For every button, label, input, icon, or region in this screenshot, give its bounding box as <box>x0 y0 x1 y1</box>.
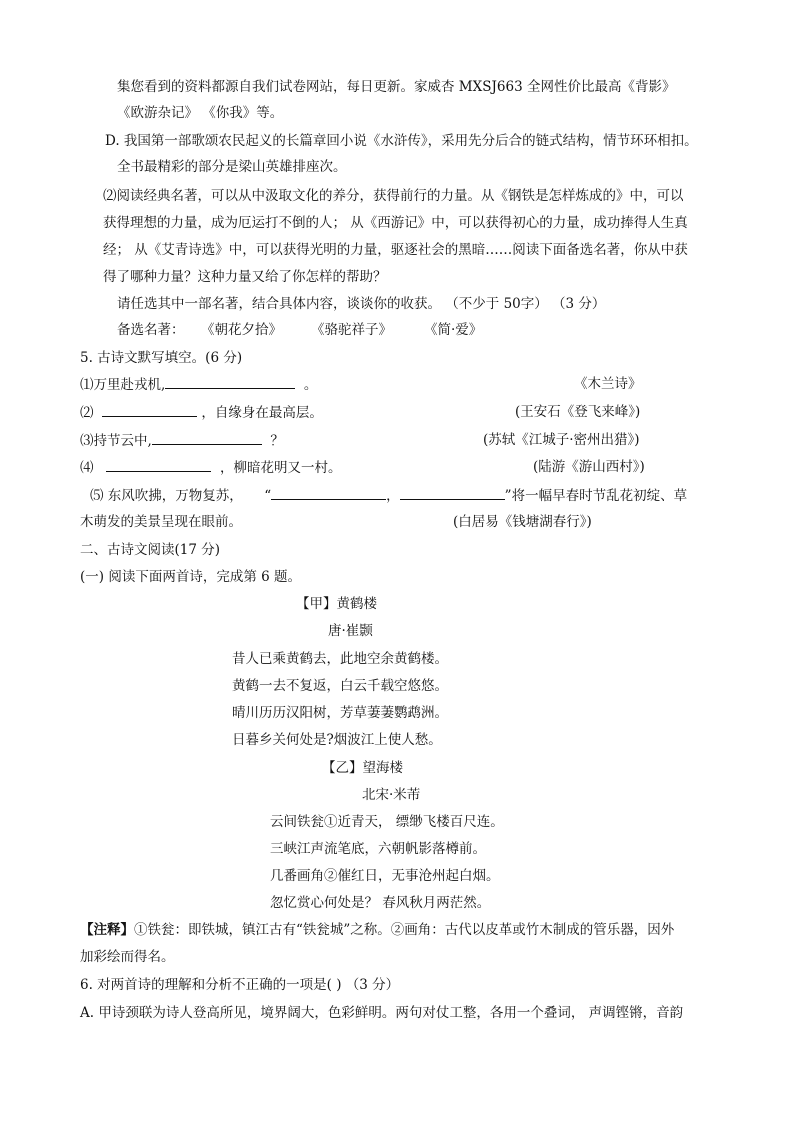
poem-line: 昔人已乘黄鹤去，此地空余黄鹤楼。 <box>232 651 448 667</box>
candidate-book: 《朝花夕拾》 <box>201 322 282 338</box>
text-line: 集您看到的资料都源自我们试卷网站，每日更新。家威杏 MXSJ663 全网性价比最高《背影》 <box>117 79 676 95</box>
source-citation: (白居易《钱塘湖春行》) <box>453 514 592 530</box>
text-line: 《欧游杂记》 《你我》等。 <box>117 105 284 121</box>
item-prefix: ⑷ <box>80 460 94 476</box>
poem-line: 黄鹤一去不复返，白云千载空悠悠。 <box>232 678 448 694</box>
text-line: 请任选其中一部名著，结合具体内容，谈谈你的收获。 （不少于 50字） （3 分） <box>117 296 606 312</box>
source-citation: 《木兰诗》 <box>574 376 642 392</box>
poem-line: 日暮乡关何处是?烟波江上使人愁。 <box>232 732 442 748</box>
text-line: 获得理想的力量，成为厄运打不倒的人； 从《西游记》中，可以获得初心的力量，成功捧得人生真 <box>103 215 688 231</box>
poem-line: 云间铁瓮①近青天， 缥缈飞楼百尺连。 <box>270 814 504 830</box>
item-prefix: ⑵ <box>80 405 94 421</box>
answer-blank[interactable] <box>106 457 211 472</box>
candidate-book: 《简·爱》 <box>424 322 483 338</box>
source-citation: (苏轼《江城子·密州出猎》) <box>483 432 640 448</box>
poem-title: 【甲】黄鹤楼 <box>296 596 377 612</box>
item-prefix: ⑴万里赴戎机, <box>80 377 166 393</box>
question-title: 5. 古诗文默写填空。(6 分) <box>80 350 243 366</box>
fill-item <box>80 374 317 395</box>
candidate-book: 《骆驼祥子》 <box>311 322 392 338</box>
item-suffix: ”将一幅早春时节乱花初绽、草 <box>504 488 688 504</box>
note-line <box>80 920 674 940</box>
item-suffix: 。 <box>303 377 318 393</box>
option-d-line: D. 我国第一部歌颂农民起义的长篇章回小说《水浒传》，采用先分后合的链式结构，情节环环相扣。 <box>105 133 698 149</box>
fill-item <box>80 402 323 423</box>
option-a-line: A. 甲诗颈联为诗人登高所见，境界阔大，色彩鲜明。两句对仗工整，各用一个叠词， 声调铿锵，音韵 <box>80 1005 684 1021</box>
item-suffix: ，自缘身在最高层。 <box>201 405 323 421</box>
poem-line: 三峡江声流笔底，六朝帆影落樽前。 <box>270 841 486 857</box>
note-text: ①铁瓮：即铁城，镇江古有“铁瓮城”之称。②画角：古代以皮革或竹木制成的管乐器，因外 <box>134 922 675 938</box>
poem-author: 唐·崔颢 <box>328 623 373 639</box>
answer-blank[interactable] <box>271 485 386 500</box>
item-suffix: ，柳暗花明又一村。 <box>219 460 342 476</box>
item-suffix: ？ <box>270 433 284 449</box>
section-subtitle: (一) 阅读下面两首诗，完成第 6 题。 <box>80 569 301 585</box>
answer-blank[interactable] <box>152 430 262 445</box>
answer-blank[interactable] <box>400 485 505 500</box>
item-prefix: ⑸ 东风吹拂，万物复苏， <box>90 488 243 504</box>
poem-line: 忽忆赏心何处是？ 春风秋月两茫然。 <box>270 895 491 911</box>
comma: ， <box>386 488 400 504</box>
text-line: 得了哪种力量？这种力量又给了你怎样的帮助？ <box>103 269 387 285</box>
note-line: 加彩绘而得名。 <box>80 949 175 965</box>
text-line: 木萌发的美景呈现在眼前。 <box>80 514 242 530</box>
option-d-line: 全书最精彩的部分是梁山英雄排座次。 <box>117 159 347 175</box>
source-citation: (陆游《游山西村》) <box>533 459 645 475</box>
source-citation: (王安石《登飞来峰》) <box>515 404 641 420</box>
poem-line: 几番画角②催红日，无事沧州起白烟。 <box>270 868 500 884</box>
candidates-label: 备选名著： <box>117 322 185 338</box>
question-stem: 6. 对两首诗的理解和分析不正确的一项是( ) （3 分） <box>80 977 400 993</box>
fill-item <box>80 430 284 451</box>
text-line: ⑵阅读经典名著，可以从中汲取文化的养分，获得前行的力量。从《钢铁是怎样炼成的》中，可以 <box>103 188 684 204</box>
note-label: 【注释】 <box>80 922 134 938</box>
section-title: 二、古诗文阅读(17 分) <box>80 542 221 558</box>
quote-mark: “ <box>264 488 272 504</box>
fill-item <box>90 485 687 506</box>
text-line: 经； 从《艾青诗选》中，可以获得光明的力量，驱逐社会的黑暗……阅读下面备选名著，你从中获 <box>103 242 688 258</box>
answer-blank[interactable] <box>165 374 295 389</box>
item-prefix: ⑶持节云中, <box>80 433 152 449</box>
poem-title: 【乙】望海楼 <box>322 760 403 776</box>
fill-item <box>80 457 341 478</box>
poem-author: 北宋·米芾 <box>362 787 421 803</box>
poem-line: 晴川历历汉阳树，芳草萋萋鹦鹉洲。 <box>232 705 448 721</box>
answer-blank[interactable] <box>102 402 197 417</box>
